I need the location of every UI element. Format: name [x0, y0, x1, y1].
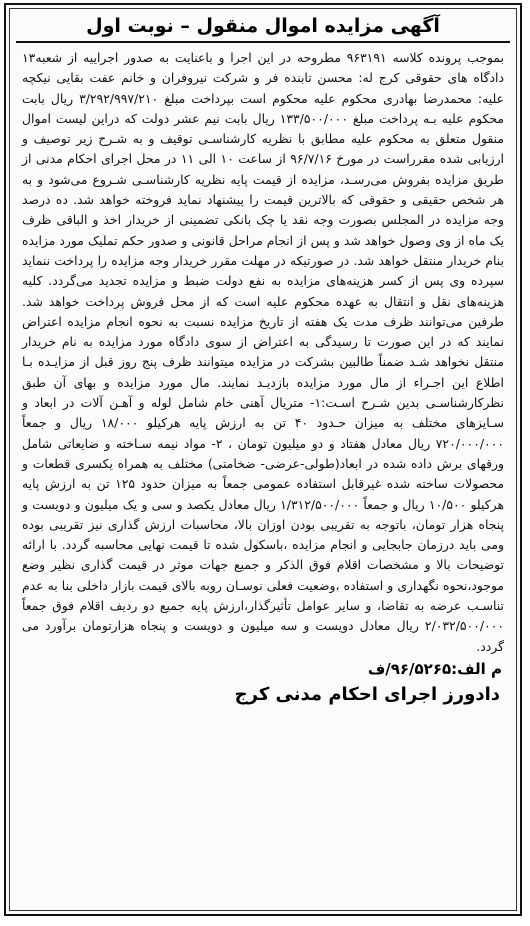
notice-body: بموجب پرونده کلاسه ۹۶۳۱۹۱ مطروحه در این اجرا و باعنایت به صدور اجراییه از شعبه۱۳ دادگاه های حقوقی کرج له: محسن تابنده فر و شرکت نیروفران و خانم عفت بقایی نیکچه علیه: محمدرضا بهادری محکوم علیه محکوم است بپرداخت مبلغ ۳/۲۹۲/۹۹۷/۲۱۰ ریال بابت محکوم علیه بـه پرداخت مبلغ ۱۳۳/۵۰۰/۰۰۰ ریال بابت نیم عشر دولت که دراین لیست اموال منقول متعلق به محکوم علیه مطابق با نظریه کارشناسـی توقیف و به شـرح زیر توصیف و ارزیابی شده مقرراست در مورخ ۹۶/۷/۱۶ از ساعت ۱۰ الی ۱۱ در محل اجرای احکام مدنی از طریق مزایده بفروش می‌رسـد، مزایده از قیمت پایه نظریه کارشناسـی شـروع می‌شود و به هر شخص حقیقی و حقوقی که بالاترین قیمت را پیشنهاد نماید فروخته خواهد شد. ده درصد وجه مزایده در المجلس بصورت وجه نقد یا چک بانکی تضمینی از خریدار اخذ و الباقی ظرف یک ماه از وی وصول خواهد شد و پس از انجام مراحل قانونی و صدور حکم تملیک مورد مزایده بنام خریدار منتقل خواهد شد. در صورتیکه در مهلت مقرر خریدار وجه مزایده را پرداخت ننماید سپرده وی پس از کسر هزینه‌های مزایده به نفع دولت ضبط و مزایده تجدید می‌گردد. کلیه هزینه‌های نقل و انتقال به عهده محکوم علیه است که از محل فروش پرداخت خواهد شد. طرفین می‌توانند ظرف مدت یک هفته از تاریخ مزایده نسبت به نحوه انجام مزایده اعتراض نمایند که در این صورت تا رسیدگی به اعتراض از سوی دادگاه مورد مزایده به نام خریدار منتقل نخواهد شـد ضمناً طالبین بشرکت در مزایده میتوانند ظرف پنج روز قبل از مزایـده بـا اطلاع این اجـراء از مال مورد مزایده بازدیـد نمایند. مال مورد مزایده و بهای آن طبق نظرکارشناسـی بدین شـرح اسـت:۱- متریال آهنی خام شامل لوله و آهـن آلات در ابعاد و سـایزهای مختلف به میزان حـدود ۴۰ تن به ارزش پایه هرکیلو ۱۸/۰۰۰ ریال و جمعاً ۷۲۰/۰۰۰/۰۰۰ ریال معادل هفتاد و دو میلیون تومان ، ۲- مواد نیمه سـاخته و ضایعاتی شامل ورقهای برش داده شده در ابعاد(طولی-عرضی- ضخامتی) مختلف به همراه یکسری قطعات و محصولات ساخته شده غیرقابل استفاده عمومی جمعاً به میزان حدود ۱۲۵ تن به ارزش پایه هرکیلو ۱۰/۵۰۰ ریال و جمعاً ۱/۳۱۲/۵۰۰/۰۰۰ ریال معادل یکصد و سی و یک میلیون و دویست و پنجاه هزار تومان، باتوجه به تقریبی بودن اوزان بالا، محاسبات ارزش گذاری نیز تقریبی بوده ومی باید درزمان جابجایی و انجام مزایده ،باسکول شده تا قیمت نهایی محاسبه گردد. با ارائه توضیحات بالا و مشخصات اقلام فوق الذکر و جمیع جهات موثر در قیمت گذاری نظیر وضع موجود،نحوه نگهداری و استفاده ،وضعیت فعلی نوسـان روبه بالای قیمت بازار داخلی بنا به عدم تناسـب عرضه به تقاضا، و سایر عوامل تأثیرگذار،ارزش پایه جمیع دو ردیف اقلام فوق جمعاً ۲/۰۳۲/۵۰۰/۰۰۰ ریال معادل دویست و سه میلیون و دویست و پنجاه هزارتومان برآورد می گردد. — [22, 50, 505, 654]
issuer-signature: دادورز اجرای احکام مدنی کرج — [234, 683, 500, 705]
notice-inner-frame — [9, 8, 517, 911]
auction-notice — [4, 3, 522, 916]
reference-number: م الف:۹۶/۵۲۶۵/ف — [367, 659, 502, 678]
notice-title: آگهی مزایده اموال منقول – نوبت اول — [16, 9, 510, 43]
